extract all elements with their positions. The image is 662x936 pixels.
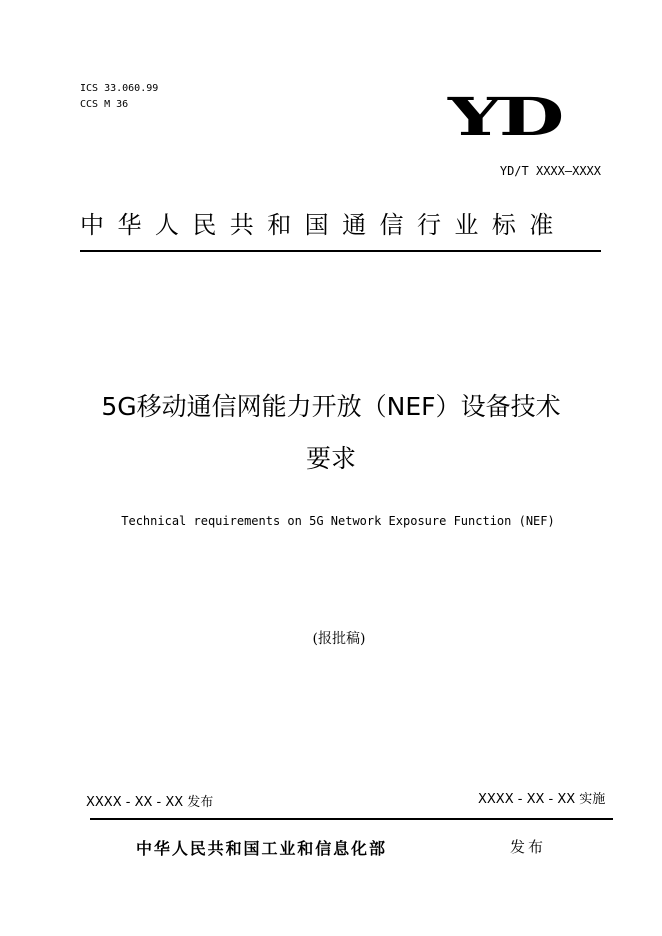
document-title-line2: 要求 bbox=[305, 444, 356, 473]
ccs-code: CCS M 36 bbox=[80, 99, 129, 110]
standard-number: YD/T XXXX—XXXX bbox=[499, 164, 601, 178]
draft-stage: (报批稿) bbox=[312, 631, 366, 647]
english-title: Technical requirements on 5G Network Exposure Function (NEF) bbox=[121, 514, 555, 528]
yd-logo: YD bbox=[448, 87, 562, 148]
header-divider bbox=[80, 250, 601, 252]
issued-label: 发布 bbox=[510, 838, 547, 856]
publish-date: XXXX - XX - XX 发布 bbox=[86, 795, 214, 810]
issuing-ministry: 中华人民共和国工业和信息化部 bbox=[136, 839, 387, 858]
document-title-line1: 5G移动通信网能力开放（NEF）设备技术 bbox=[101, 392, 561, 421]
ics-ccs-codes bbox=[80, 81, 158, 113]
implement-date: XXXX - XX - XX 实施 bbox=[478, 792, 606, 807]
footer-divider bbox=[90, 818, 613, 820]
ics-code: ICS 33.060.99 bbox=[80, 83, 159, 94]
standard-category: 中华人民共和国通信行业标准 bbox=[80, 211, 567, 239]
